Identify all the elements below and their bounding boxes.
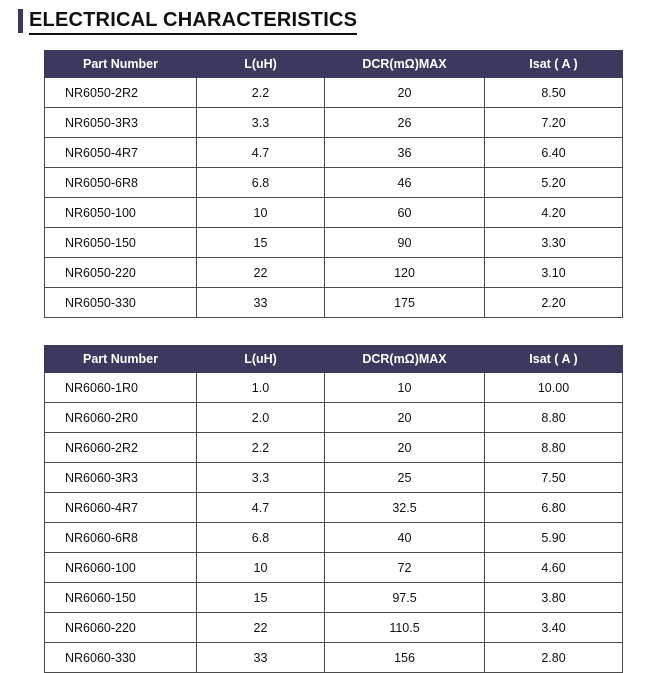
cell-inductance: 15 [197, 583, 325, 613]
cell-inductance: 6.8 [197, 523, 325, 553]
cell-inductance: 6.8 [197, 168, 325, 198]
cell-part-number: NR6060-2R0 [45, 403, 197, 433]
table-row [45, 108, 623, 138]
cell-inductance: 2.0 [197, 403, 325, 433]
cell-isat: 6.40 [485, 138, 623, 168]
cell-part-number: NR6060-4R7 [45, 493, 197, 523]
cell-inductance: 2.2 [197, 78, 325, 108]
cell-dcr: 110.5 [325, 613, 485, 643]
cell-isat: 8.50 [485, 78, 623, 108]
cell-dcr: 10 [325, 373, 485, 403]
cell-part-number: NR6060-2R2 [45, 433, 197, 463]
cell-isat: 8.80 [485, 403, 623, 433]
column-header-isat: Isat ( A ) [485, 51, 623, 78]
cell-dcr: 20 [325, 433, 485, 463]
cell-dcr: 120 [325, 258, 485, 288]
cell-part-number: NR6050-220 [45, 258, 197, 288]
table-row [45, 493, 623, 523]
cell-inductance: 4.7 [197, 493, 325, 523]
page-title [0, 0, 666, 40]
cell-isat: 8.80 [485, 433, 623, 463]
cell-dcr: 60 [325, 198, 485, 228]
table-row [45, 373, 623, 403]
cell-dcr: 97.5 [325, 583, 485, 613]
table-row [45, 168, 623, 198]
nr6060-table [44, 345, 623, 673]
table-row [45, 403, 623, 433]
cell-inductance: 33 [197, 288, 325, 318]
column-header-part-number: Part Number [45, 346, 197, 373]
table-row [45, 288, 623, 318]
table-row [45, 78, 623, 108]
cell-dcr: 32.5 [325, 493, 485, 523]
cell-inductance: 1.0 [197, 373, 325, 403]
cell-isat: 5.90 [485, 523, 623, 553]
cell-inductance: 15 [197, 228, 325, 258]
cell-isat: 4.60 [485, 553, 623, 583]
cell-isat: 4.20 [485, 198, 623, 228]
cell-part-number: NR6050-4R7 [45, 138, 197, 168]
cell-dcr: 20 [325, 78, 485, 108]
cell-part-number: NR6060-3R3 [45, 463, 197, 493]
cell-dcr: 36 [325, 138, 485, 168]
cell-isat: 6.80 [485, 493, 623, 523]
cell-inductance: 10 [197, 553, 325, 583]
cell-part-number: NR6050-2R2 [45, 78, 197, 108]
page-title-text: ELECTRICAL CHARACTERISTICS [29, 8, 357, 35]
cell-inductance: 4.7 [197, 138, 325, 168]
table-row [45, 138, 623, 168]
cell-isat: 2.20 [485, 288, 623, 318]
table-row [45, 523, 623, 553]
cell-part-number: NR6060-330 [45, 643, 197, 673]
cell-dcr: 90 [325, 228, 485, 258]
cell-dcr: 46 [325, 168, 485, 198]
column-header-dcr: DCR(mΩ)MAX [325, 346, 485, 373]
table-row [45, 258, 623, 288]
cell-inductance: 22 [197, 613, 325, 643]
column-header-inductance: L(uH) [197, 346, 325, 373]
cell-isat: 3.30 [485, 228, 623, 258]
cell-inductance: 10 [197, 198, 325, 228]
title-accent-bar [18, 9, 23, 33]
column-header-dcr: DCR(mΩ)MAX [325, 51, 485, 78]
cell-dcr: 20 [325, 403, 485, 433]
table-block-1 [0, 50, 666, 318]
cell-part-number: NR6060-150 [45, 583, 197, 613]
cell-part-number: NR6050-150 [45, 228, 197, 258]
cell-isat: 3.40 [485, 613, 623, 643]
column-header-part-number: Part Number [45, 51, 197, 78]
cell-part-number: NR6060-220 [45, 613, 197, 643]
table-block-2 [0, 345, 666, 673]
column-header-inductance: L(uH) [197, 51, 325, 78]
cell-isat: 7.50 [485, 463, 623, 493]
cell-dcr: 26 [325, 108, 485, 138]
cell-isat: 3.80 [485, 583, 623, 613]
cell-dcr: 175 [325, 288, 485, 318]
cell-dcr: 72 [325, 553, 485, 583]
cell-dcr: 40 [325, 523, 485, 553]
nr6050-table [44, 50, 623, 318]
cell-isat: 3.10 [485, 258, 623, 288]
cell-inductance: 2.2 [197, 433, 325, 463]
cell-isat: 2.80 [485, 643, 623, 673]
cell-dcr: 25 [325, 463, 485, 493]
cell-part-number: NR6060-6R8 [45, 523, 197, 553]
cell-dcr: 156 [325, 643, 485, 673]
cell-inductance: 33 [197, 643, 325, 673]
cell-isat: 5.20 [485, 168, 623, 198]
cell-inductance: 3.3 [197, 463, 325, 493]
table-row [45, 613, 623, 643]
cell-part-number: NR6050-330 [45, 288, 197, 318]
table-row [45, 433, 623, 463]
column-header-isat: Isat ( A ) [485, 346, 623, 373]
table-row [45, 198, 623, 228]
cell-part-number: NR6050-3R3 [45, 108, 197, 138]
cell-part-number: NR6050-100 [45, 198, 197, 228]
cell-isat: 10.00 [485, 373, 623, 403]
table-row [45, 583, 623, 613]
table-header-row [45, 346, 623, 373]
table-row [45, 463, 623, 493]
table-row [45, 643, 623, 673]
table-row [45, 553, 623, 583]
cell-part-number: NR6060-100 [45, 553, 197, 583]
cell-part-number: NR6050-6R8 [45, 168, 197, 198]
cell-isat: 7.20 [485, 108, 623, 138]
cell-inductance: 3.3 [197, 108, 325, 138]
cell-part-number: NR6060-1R0 [45, 373, 197, 403]
table-header-row [45, 51, 623, 78]
cell-inductance: 22 [197, 258, 325, 288]
table-row [45, 228, 623, 258]
